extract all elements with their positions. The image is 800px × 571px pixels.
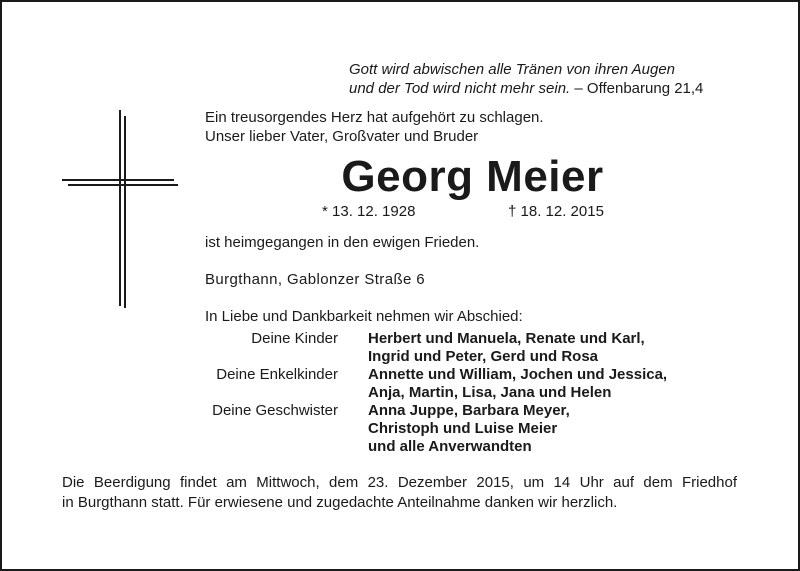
mourner-group-children (205, 330, 667, 366)
mourner-name-line: Christoph und Luise Meier (368, 420, 558, 437)
mourner-name-line: Ingrid und Peter, Gerd und Rosa (368, 348, 599, 365)
relation-label: Deine Enkelkinder (216, 366, 338, 383)
mourner-name-line: Herbert und Manuela, Renate und Karl, (368, 330, 645, 347)
mourner-group-grandchildren (205, 366, 667, 402)
death-date: † 18. 12. 2015 (508, 203, 604, 220)
funeral-notice (62, 473, 737, 513)
deceased-name: Georg Meier (341, 152, 604, 201)
quote-line-1: Gott wird abwischen alle Tränen von ihren Augen (349, 61, 676, 78)
farewell-text: In Liebe und Dankbarkeit nehmen wir Abschied: (205, 308, 523, 325)
mourner-name-line: und alle Anverwandten (368, 438, 532, 455)
quote-line-2: und der Tod wird nicht mehr sein. (349, 80, 571, 97)
funeral-line-1: Die Beerdigung findet am Mittwoch, dem 23. Dezember 2015, um 14 Uhr auf dem Friedhof (62, 474, 737, 491)
relation-label: Deine Geschwister (212, 402, 338, 419)
mourner-name-line: Anja, Martin, Lisa, Jana und Helen (368, 384, 612, 401)
peace-text: ist heimgegangen in den ewigen Frieden. (205, 234, 480, 251)
funeral-line-2: in Burgthann statt. Für erwiesene und zugedachte Anteilnahme danken wir herzlich. (62, 494, 618, 511)
intro-line-2: Unser lieber Vater, Großvater und Bruder (205, 128, 479, 145)
mourner-name-line: Annette und William, Jochen und Jessica, (368, 366, 668, 383)
bible-quote (349, 60, 703, 98)
mourner-names (368, 330, 645, 366)
mourner-group-siblings (205, 402, 667, 456)
mourner-names (368, 402, 570, 456)
relation-label: Deine Kinder (251, 330, 338, 347)
mourners-list (205, 330, 667, 456)
mourner-name-line: Anna Juppe, Barbara Meyer, (368, 402, 570, 419)
intro-text (205, 108, 544, 146)
mourner-names (368, 366, 667, 402)
birth-date: * 13. 12. 1928 (322, 203, 416, 220)
intro-line-1: Ein treusorgendes Herz hat aufgehört zu schlagen. (205, 109, 544, 126)
cross-icon (60, 108, 180, 308)
address: Burgthann, Gablonzer Straße 6 (205, 271, 426, 288)
quote-source: – Offenbarung 21,4 (570, 80, 704, 97)
